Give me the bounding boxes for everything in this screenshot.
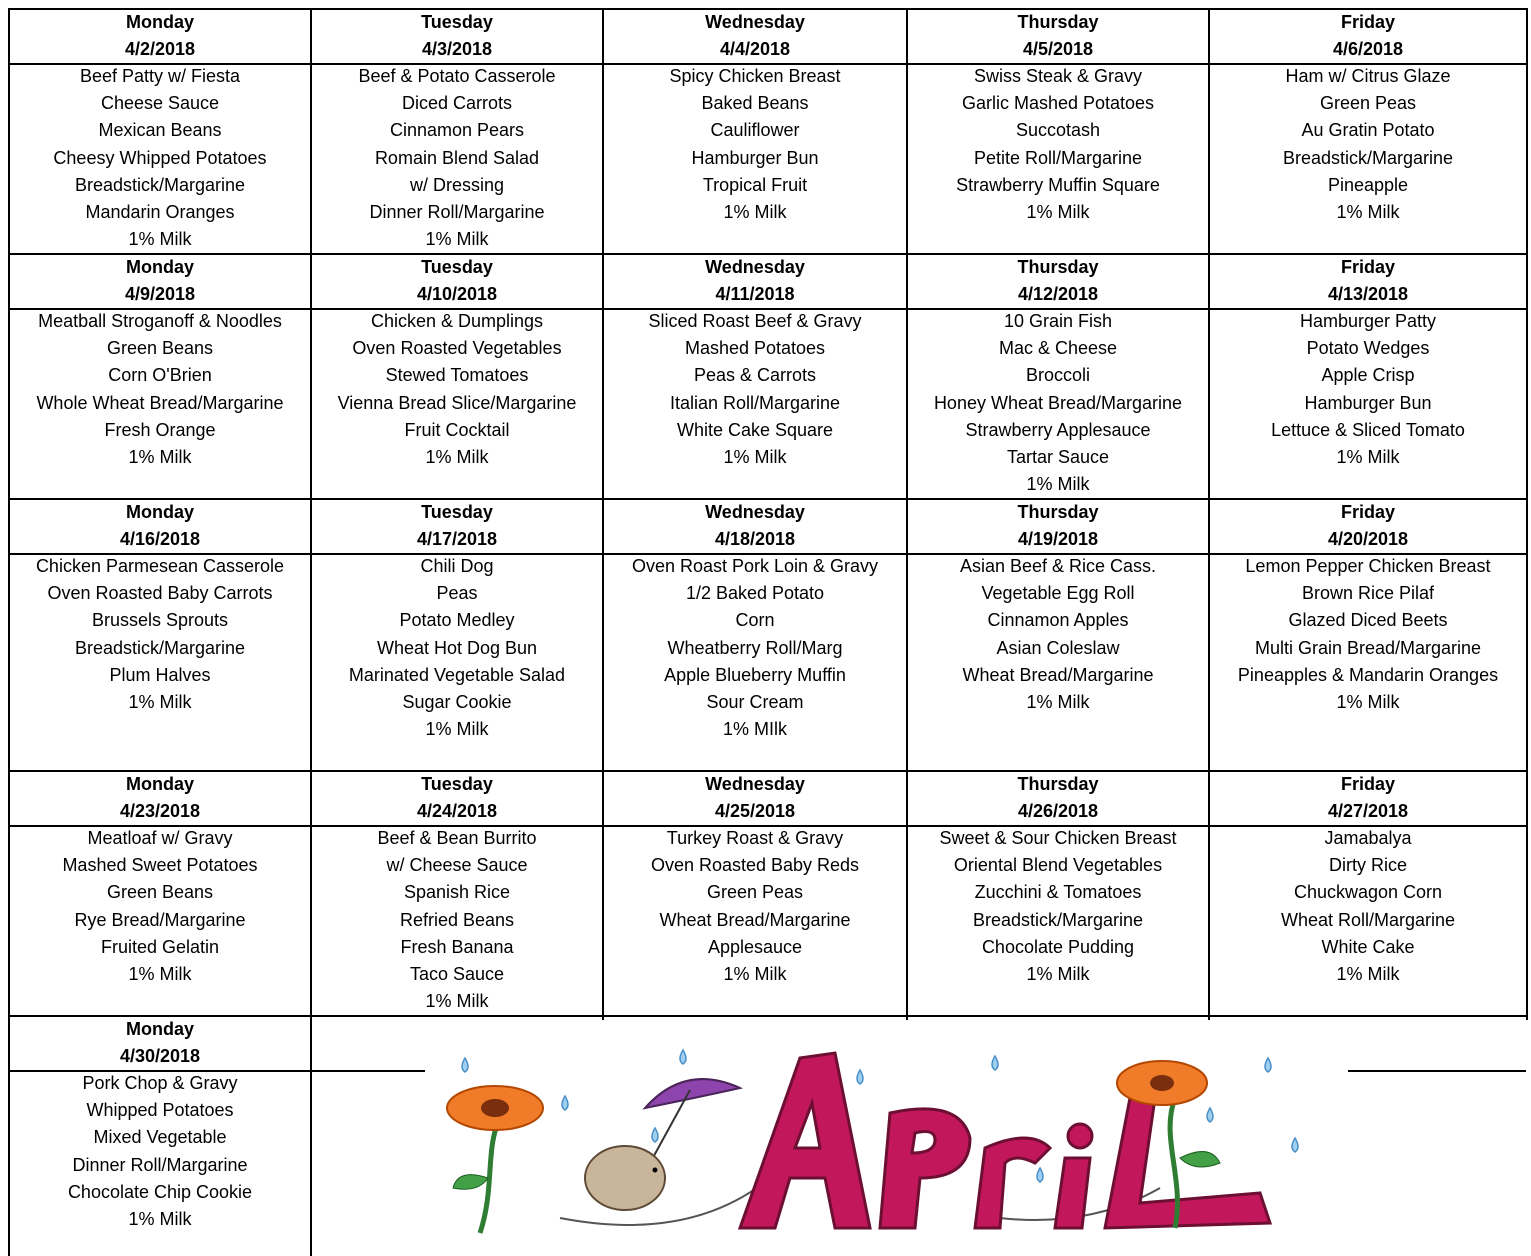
menu-item: 1% Milk <box>723 202 787 223</box>
menu-item: Au Gratin Potato <box>1301 120 1435 141</box>
day-header <box>604 254 906 308</box>
menu-item: Petite Roll/Margarine <box>973 147 1143 168</box>
day-date: 4/16/2018 <box>119 529 201 550</box>
day-name: Friday <box>1340 502 1396 522</box>
menu-item: Fruit Cocktail <box>404 419 510 440</box>
menu-item: Turkey Roast & Gravy <box>666 828 844 848</box>
menu-cell <box>312 308 602 471</box>
menu-item: Vegetable Egg Roll <box>981 583 1135 604</box>
menu-item: w/ Cheese Sauce <box>386 855 528 876</box>
menu-item: 1% Milk <box>425 991 489 1012</box>
day-date: 4/19/2018 <box>1017 529 1099 550</box>
menu-item: Lemon Pepper Chicken Breast <box>1245 556 1491 576</box>
menu-item: Breadstick/Margarine <box>74 637 246 658</box>
menu-item: Meatball Stroganoff & Noodles <box>38 311 282 331</box>
menu-cell <box>908 63 1208 226</box>
day-header <box>10 499 310 553</box>
day-date: 4/4/2018 <box>719 39 791 60</box>
day-name: Wednesday <box>705 502 805 522</box>
day-date: 4/26/2018 <box>1017 801 1099 822</box>
menu-item: Chicken Parmesean Casserole <box>35 556 285 576</box>
day-header <box>1210 9 1526 63</box>
menu-item: 1% Milk <box>128 1209 192 1230</box>
menu-item: Wheat Bread/Margarine <box>659 909 851 930</box>
menu-item: White Cake Square <box>676 419 834 440</box>
day-header <box>312 9 602 63</box>
grid-line <box>1348 1070 1526 1072</box>
day-name: Monday <box>125 774 194 794</box>
menu-item: Apple Crisp <box>1321 365 1415 386</box>
day-date: 4/27/2018 <box>1327 801 1409 822</box>
menu-item: Pork Chop & Gravy <box>82 1073 238 1093</box>
menu-item: Peas <box>436 583 478 604</box>
menu-item: 1% Milk <box>1336 447 1400 468</box>
day-header <box>604 771 906 825</box>
menu-item: Ham w/ Citrus Glaze <box>1285 66 1451 86</box>
day-name: Thursday <box>1017 502 1099 522</box>
menu-cell <box>908 553 1208 716</box>
day-header <box>10 254 310 308</box>
menu-cell <box>604 308 906 471</box>
menu-item: Corn O'Brien <box>108 365 212 386</box>
menu-item: 1% Milk <box>128 964 192 985</box>
menu-item: Green Peas <box>706 882 804 903</box>
april-illustration <box>440 1028 1320 1243</box>
menu-item: Swiss Steak & Gravy <box>973 66 1143 86</box>
day-header <box>312 254 602 308</box>
day-date: 4/6/2018 <box>1332 39 1404 60</box>
menu-item: Wheatberry Roll/Marg <box>667 637 843 658</box>
grid-line <box>310 1070 425 1072</box>
menu-cell <box>908 308 1208 498</box>
menu-cell <box>604 825 906 988</box>
menu-item: Chocolate Chip Cookie <box>67 1181 253 1202</box>
day-name: Thursday <box>1017 257 1099 277</box>
menu-item: Fresh Banana <box>400 936 514 957</box>
menu-item: Oriental Blend Vegetables <box>953 855 1163 876</box>
menu-item: Spanish Rice <box>403 882 511 903</box>
day-date: 4/3/2018 <box>421 39 493 60</box>
menu-item: Meatloaf w/ Gravy <box>87 828 233 848</box>
menu-item: 1% MIlk <box>722 719 787 740</box>
menu-item: Green Beans <box>106 338 214 359</box>
menu-item: Whole Wheat Bread/Margarine <box>36 392 284 413</box>
menu-item: 1% Milk <box>1336 692 1400 713</box>
day-header <box>908 771 1208 825</box>
menu-item: Chili Dog <box>420 556 494 576</box>
menu-item: 1% Milk <box>1026 474 1090 495</box>
menu-item: Breadstick/Margarine <box>74 174 246 195</box>
menu-item: 1% Milk <box>1336 964 1400 985</box>
menu-item: Beef & Potato Casserole <box>358 66 556 86</box>
menu-item: Lettuce & Sliced Tomato <box>1271 419 1465 440</box>
day-date: 4/10/2018 <box>416 284 498 305</box>
menu-cell <box>908 825 1208 988</box>
menu-item: w/ Dressing <box>409 174 505 195</box>
menu-item: Hamburger Bun <box>1304 392 1432 413</box>
menu-item: Refried Beans <box>399 909 515 930</box>
umbrella-icon <box>645 1079 740 1163</box>
day-name: Wednesday <box>705 12 805 32</box>
menu-cell <box>10 1070 310 1233</box>
day-date: 4/18/2018 <box>714 529 796 550</box>
menu-item: Tropical Fruit <box>702 174 808 195</box>
menu-item: White Cake <box>1321 936 1415 957</box>
menu-item: Cinnamon Pears <box>389 120 525 141</box>
menu-item: Hamburger Bun <box>691 147 819 168</box>
day-header <box>312 499 602 553</box>
menu-item: Breadstick/Margarine <box>972 909 1144 930</box>
day-date: 4/12/2018 <box>1017 284 1099 305</box>
menu-cell <box>10 308 310 471</box>
day-date: 4/24/2018 <box>416 801 498 822</box>
menu-item: Cheese Sauce <box>100 93 220 114</box>
grid-line <box>1526 8 1528 1020</box>
menu-item: 1% Milk <box>1026 964 1090 985</box>
day-header <box>604 499 906 553</box>
menu-item: Pineapple <box>1327 174 1409 195</box>
day-header <box>312 771 602 825</box>
day-date: 4/30/2018 <box>119 1046 201 1067</box>
menu-cell <box>1210 825 1526 988</box>
menu-item: 1% Milk <box>723 964 787 985</box>
day-header <box>10 9 310 63</box>
day-name: Wednesday <box>705 257 805 277</box>
menu-item: Honey Wheat Bread/Margarine <box>933 392 1183 413</box>
menu-item: Corn <box>735 610 775 631</box>
menu-item: Garlic Mashed Potatoes <box>961 93 1155 114</box>
menu-item: Dinner Roll/Margarine <box>72 1154 248 1175</box>
day-name: Monday <box>125 1019 194 1039</box>
day-name: Monday <box>125 257 194 277</box>
day-header <box>908 254 1208 308</box>
menu-item: Fruited Gelatin <box>100 936 220 957</box>
menu-item: 1/2 Baked Potato <box>685 583 825 604</box>
menu-item: Mixed Vegetable <box>93 1127 227 1148</box>
day-name: Monday <box>125 502 194 522</box>
menu-item: Peas & Carrots <box>693 365 817 386</box>
menu-item: Brown Rice Pilaf <box>1301 583 1435 604</box>
menu-item: Succotash <box>1015 120 1101 141</box>
menu-cell <box>312 553 602 743</box>
menu-item: Mashed Potatoes <box>684 338 826 359</box>
menu-cell <box>10 63 310 253</box>
menu-item: Breadstick/Margarine <box>1282 147 1454 168</box>
menu-item: Dinner Roll/Margarine <box>369 202 545 223</box>
menu-item: Chicken & Dumplings <box>370 311 544 331</box>
menu-item: Baked Beans <box>701 93 809 114</box>
menu-item: Broccoli <box>1025 365 1091 386</box>
menu-cell <box>1210 63 1526 226</box>
day-name: Tuesday <box>421 502 493 522</box>
menu-item: Stewed Tomatoes <box>385 365 529 386</box>
menu-item: 1% Milk <box>128 229 192 250</box>
menu-item: Spicy Chicken Breast <box>669 66 841 86</box>
menu-item: Diced Carrots <box>401 93 513 114</box>
menu-item: 1% Milk <box>425 719 489 740</box>
menu-item: Wheat Roll/Margarine <box>1280 909 1456 930</box>
day-date: 4/20/2018 <box>1327 529 1409 550</box>
day-name: Friday <box>1340 257 1396 277</box>
day-name: Wednesday <box>705 774 805 794</box>
menu-item: Italian Roll/Margarine <box>669 392 841 413</box>
day-date: 4/25/2018 <box>714 801 796 822</box>
menu-item: Sweet & Sour Chicken Breast <box>939 828 1177 848</box>
menu-item: Pineapples & Mandarin Oranges <box>1237 664 1499 685</box>
menu-item: Beef & Bean Burrito <box>377 828 537 848</box>
day-date: 4/23/2018 <box>119 801 201 822</box>
day-name: Tuesday <box>421 12 493 32</box>
menu-cell <box>604 553 906 743</box>
day-name: Thursday <box>1017 12 1099 32</box>
menu-cell <box>1210 308 1526 471</box>
day-header <box>604 9 906 63</box>
day-date: 4/2/2018 <box>124 39 196 60</box>
menu-cell <box>1210 553 1526 716</box>
menu-item: Mashed Sweet Potatoes <box>62 855 258 876</box>
menu-item: Beef Patty w/ Fiesta <box>79 66 241 86</box>
day-name: Monday <box>125 12 194 32</box>
menu-item: Taco Sauce <box>409 964 505 985</box>
menu-item: Oven Roasted Vegetables <box>352 338 562 359</box>
menu-item: Cinnamon Apples <box>987 610 1129 631</box>
menu-item: Sliced Roast Beef & Gravy <box>648 311 862 331</box>
menu-item: Whipped Potatoes <box>86 1100 234 1121</box>
menu-item: Romain Blend Salad <box>374 147 540 168</box>
menu-item: Mexican Beans <box>98 120 222 141</box>
day-header <box>10 771 310 825</box>
menu-item: Potato Wedges <box>1306 338 1430 359</box>
menu-item: 1% Milk <box>128 692 192 713</box>
day-name: Thursday <box>1017 774 1099 794</box>
menu-item: 1% Milk <box>425 447 489 468</box>
menu-item: Apple Blueberry Muffin <box>664 664 846 685</box>
day-name: Friday <box>1340 12 1396 32</box>
menu-item: 10 Grain Fish <box>1003 311 1113 331</box>
menu-item: Applesauce <box>707 936 803 957</box>
menu-item: Chuckwagon Corn <box>1293 882 1443 903</box>
menu-item: Cauliflower <box>710 120 800 141</box>
menu-item: Glazed Diced Beets <box>1288 610 1448 631</box>
menu-item: Green Beans <box>106 882 214 903</box>
menu-item: Green Peas <box>1319 93 1417 114</box>
menu-item: Chocolate Pudding <box>981 936 1135 957</box>
menu-item: Jamabalya <box>1324 828 1412 848</box>
menu-item: Wheat Hot Dog Bun <box>376 637 538 658</box>
menu-item: 1% Milk <box>723 447 787 468</box>
menu-item: Hamburger Patty <box>1299 311 1437 331</box>
menu-cell <box>10 553 310 716</box>
day-date: 4/9/2018 <box>124 284 196 305</box>
menu-cell <box>312 825 602 1015</box>
day-header <box>1210 771 1526 825</box>
menu-item: 1% Milk <box>1026 202 1090 223</box>
menu-item: Mac & Cheese <box>998 338 1118 359</box>
menu-item: Strawberry Applesauce <box>965 419 1151 440</box>
menu-item: Rye Bread/Margarine <box>74 909 246 930</box>
menu-cell <box>10 825 310 988</box>
menu-item: Fresh Orange <box>104 419 216 440</box>
hedgehog-icon <box>585 1146 665 1210</box>
menu-item: Zucchini & Tomatoes <box>974 882 1142 903</box>
day-header <box>10 1016 310 1070</box>
menu-cell <box>312 63 602 253</box>
menu-item: 1% Milk <box>1336 202 1400 223</box>
menu-item: Brussels Sprouts <box>91 610 229 631</box>
april-artwork <box>440 1028 1320 1243</box>
day-header <box>1210 499 1526 553</box>
menu-item: Sugar Cookie <box>402 692 512 713</box>
day-header <box>908 9 1208 63</box>
menu-item: Strawberry Muffin Square <box>956 174 1160 195</box>
day-name: Tuesday <box>421 257 493 277</box>
day-header <box>908 499 1208 553</box>
menu-item: Mandarin Oranges <box>85 202 235 223</box>
menu-item: 1% Milk <box>425 229 489 250</box>
menu-item: Dirty Rice <box>1328 855 1407 876</box>
menu-item: Oven Roasted Baby Carrots <box>47 583 273 604</box>
menu-item: 1% Milk <box>1026 692 1090 713</box>
menu-item: Asian Beef & Rice Cass. <box>959 556 1157 576</box>
day-date: 4/5/2018 <box>1022 39 1094 60</box>
menu-item: 1% Milk <box>128 447 192 468</box>
menu-item: Marinated Vegetable Salad <box>348 664 566 685</box>
menu-cell <box>604 63 906 226</box>
menu-item: Oven Roast Pork Loin & Gravy <box>631 556 879 576</box>
day-name: Tuesday <box>421 774 493 794</box>
menu-item: Asian Coleslaw <box>996 637 1120 658</box>
menu-item: Cheesy Whipped Potatoes <box>53 147 267 168</box>
menu-item: Sour Cream <box>706 692 804 713</box>
day-date: 4/17/2018 <box>416 529 498 550</box>
menu-item: Multi Grain Bread/Margarine <box>1254 637 1482 658</box>
menu-item: Vienna Bread Slice/Margarine <box>337 392 577 413</box>
flower-icon <box>447 1086 543 1233</box>
day-header <box>1210 254 1526 308</box>
menu-item: Tartar Sauce <box>1006 447 1110 468</box>
menu-item: Oven Roasted Baby Reds <box>650 855 860 876</box>
menu-item: Wheat Bread/Margarine <box>962 664 1154 685</box>
menu-item: Potato Medley <box>399 610 515 631</box>
day-date: 4/11/2018 <box>715 284 795 305</box>
menu-item: Plum Halves <box>109 664 211 685</box>
day-name: Friday <box>1340 774 1396 794</box>
day-date: 4/13/2018 <box>1327 284 1409 305</box>
